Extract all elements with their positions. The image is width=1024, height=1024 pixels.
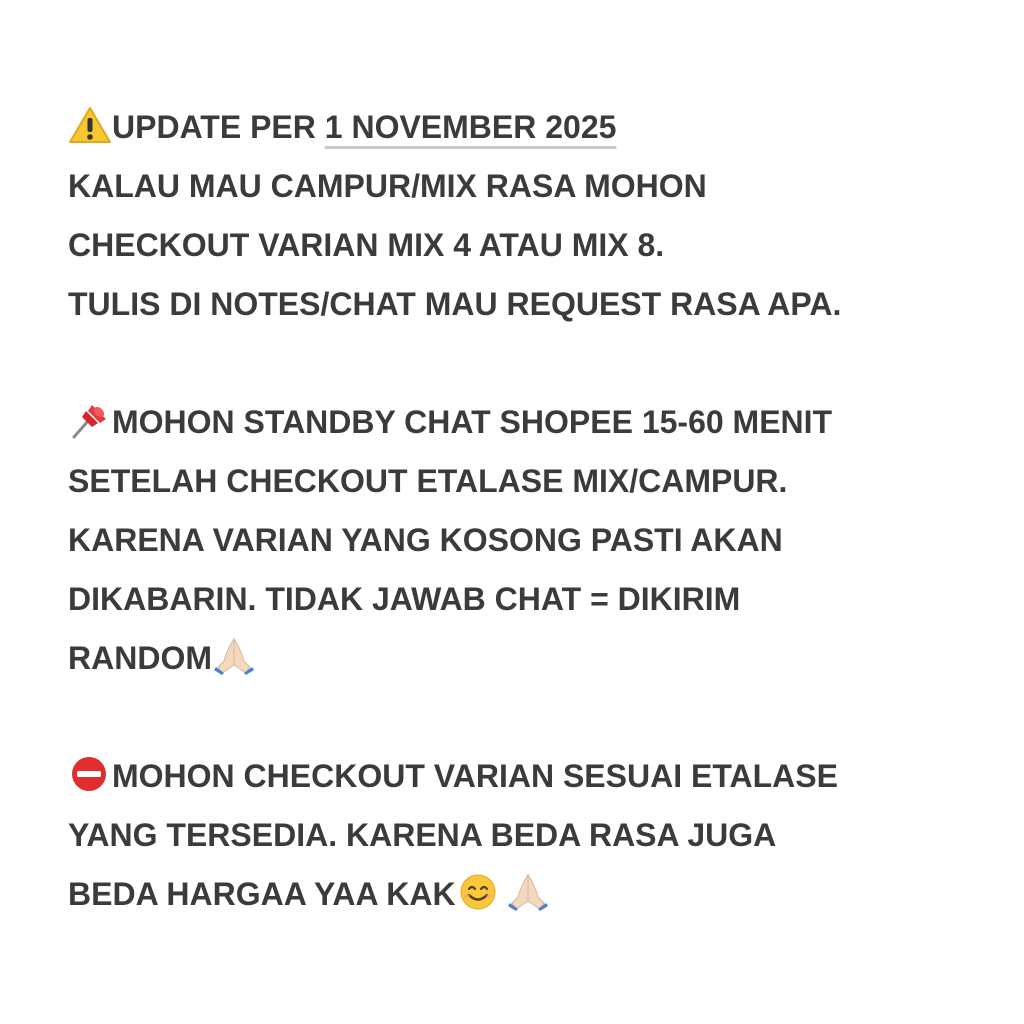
after-checkout-line: SETELAH CHECKOUT ETALASE MIX/CAMPUR.: [68, 463, 788, 499]
praying-hands-icon: [212, 637, 256, 675]
empty-variant-line: KARENA VARIAN YANG KOSONG PASTI AKAN: [68, 522, 783, 558]
price-text: BEDA HARGAA YAA KAK: [68, 876, 456, 912]
update-date: 1 NOVEMBER 2025: [324, 109, 617, 145]
warning-icon: [68, 106, 112, 144]
mix-instruction-line: KALAU MAU CAMPUR/MIX RASA MOHON: [68, 168, 707, 204]
random-text: RANDOM: [68, 640, 212, 676]
notes-request-line: TULIS DI NOTES/CHAT MAU REQUEST RASA APA.: [68, 286, 842, 322]
pushpin-icon: [68, 401, 112, 439]
checkout-mix-line: CHECKOUT VARIAN MIX 4 ATAU MIX 8.: [68, 227, 665, 263]
checkout-variant-text: MOHON CHECKOUT VARIAN SESUAI ETALASE: [112, 758, 838, 794]
checkout-variant-line: [68, 747, 968, 806]
update-line: [68, 98, 968, 157]
price-line: [68, 865, 968, 924]
standby-chat-line: [68, 393, 968, 452]
paragraph-gap: [68, 688, 968, 747]
praying-hands-icon: [506, 873, 550, 911]
notice-text: [68, 98, 968, 924]
standby-chat-text: MOHON STANDBY CHAT SHOPEE 15-60 MENIT: [112, 404, 833, 440]
available-line: YANG TERSEDIA. KARENA BEDA RASA JUGA: [68, 817, 777, 853]
no-entry-icon: [68, 755, 112, 793]
no-reply-line: DIKABARIN. TIDAK JAWAB CHAT = DIKIRIM: [68, 581, 741, 617]
update-prefix: UPDATE PER: [112, 109, 325, 145]
random-line: [68, 629, 968, 688]
smiling-face-icon: [456, 873, 500, 911]
paragraph-gap: [68, 334, 968, 393]
